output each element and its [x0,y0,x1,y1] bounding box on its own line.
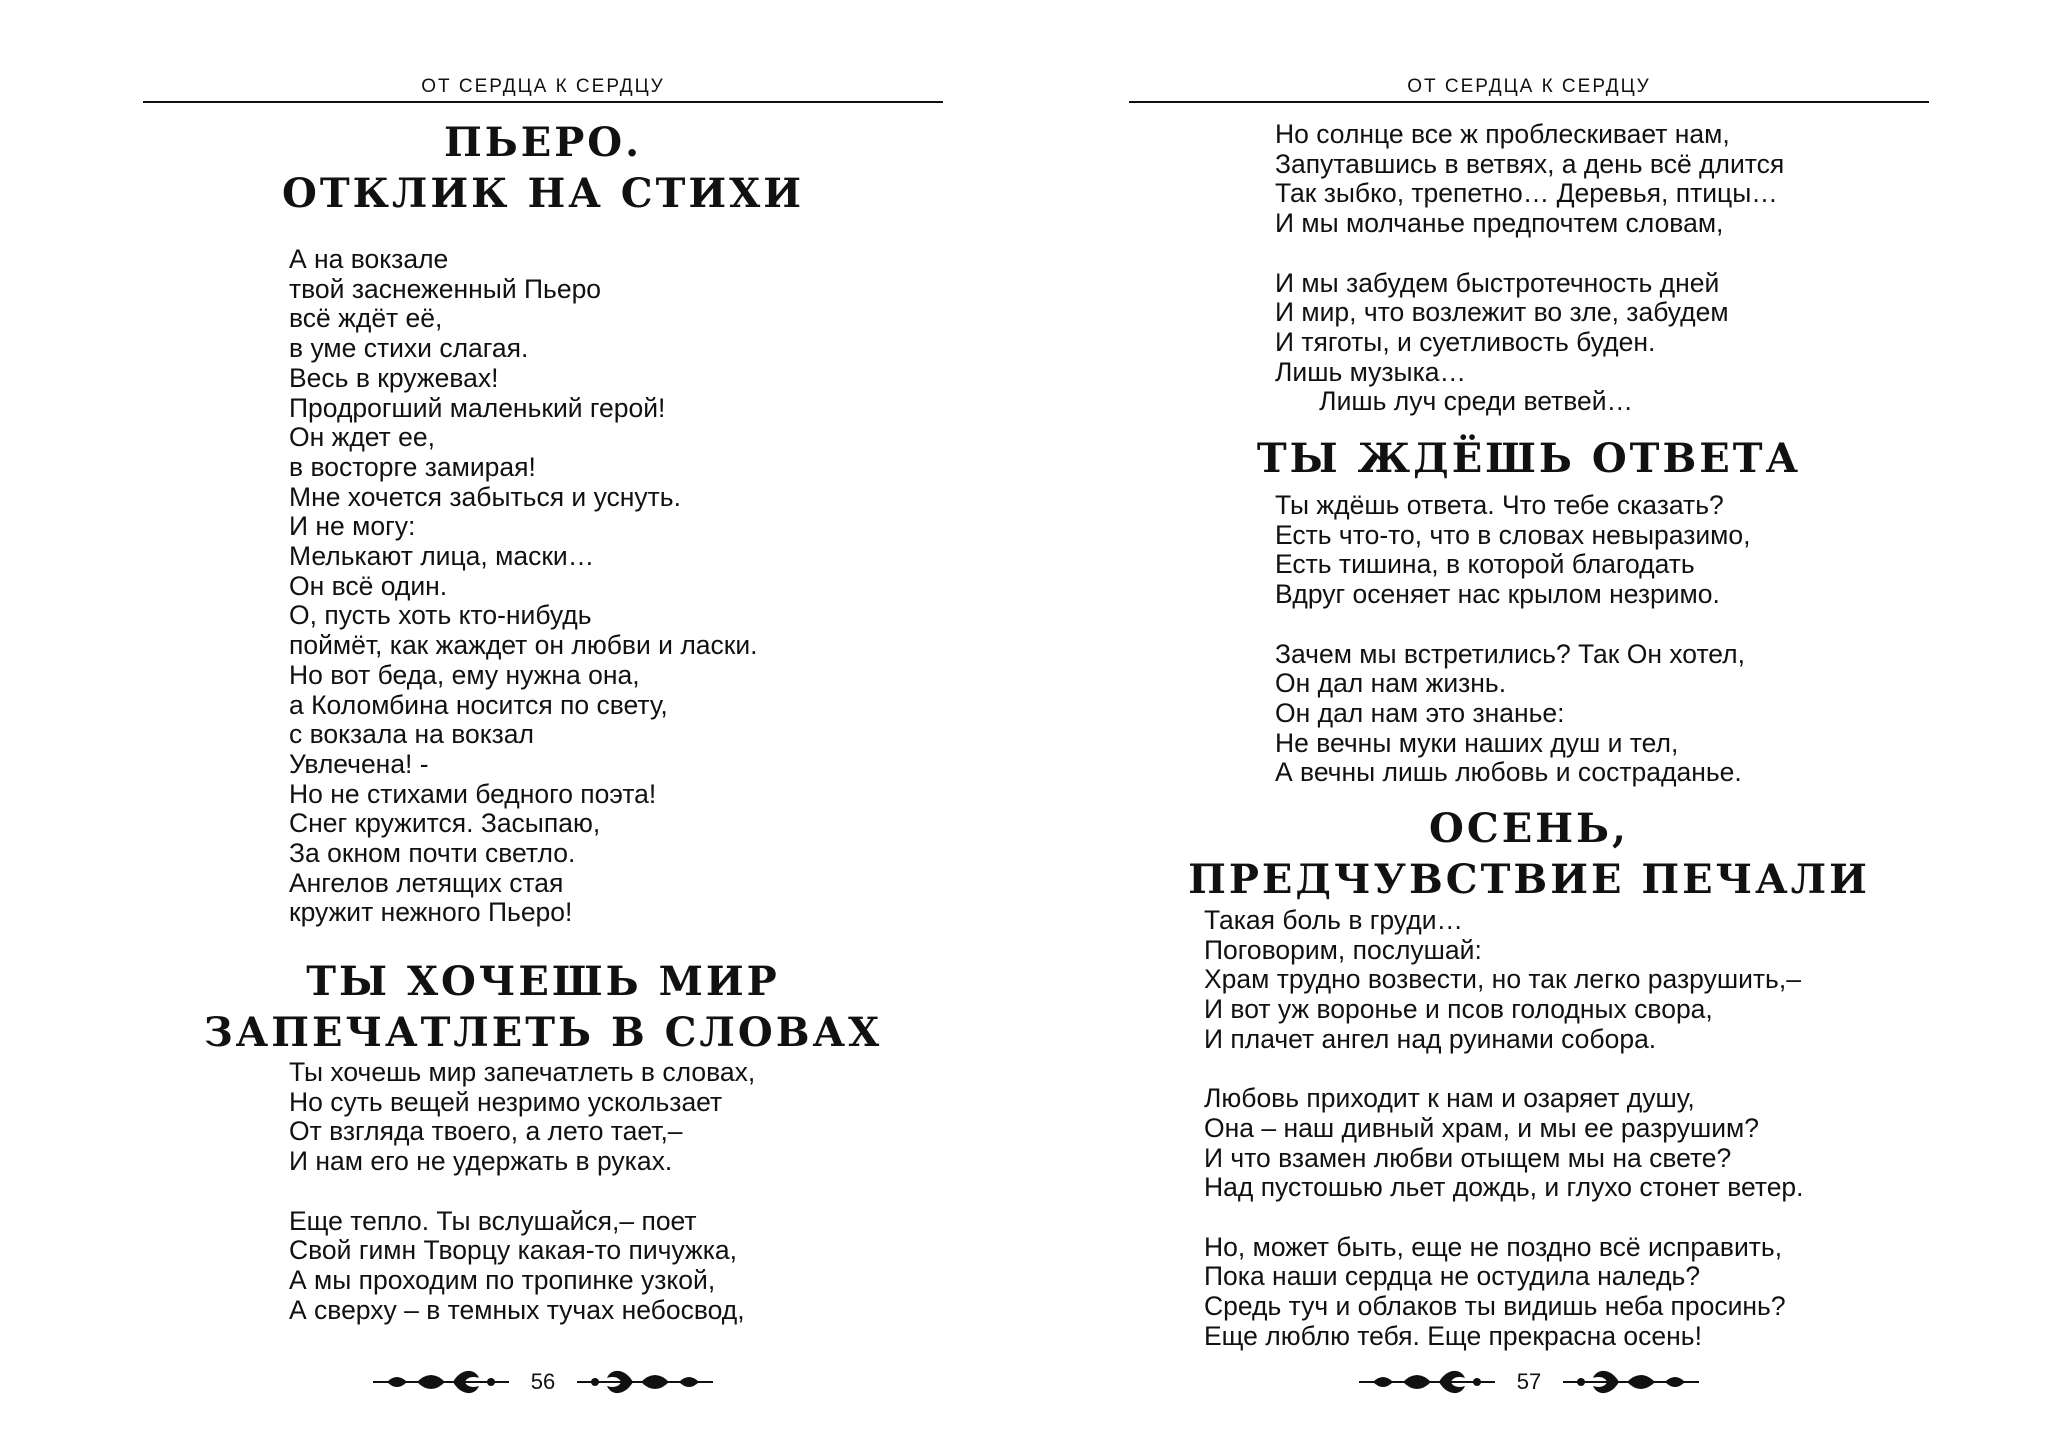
poem-line: Любовь приходит к нам и озаряет душу, [1204,1083,1695,1114]
poem-line: Лишь луч среди ветвей… [1275,386,1634,417]
header-rule [1129,101,1929,103]
poem-title-line: ОТКЛИК НА СТИХИ [282,170,804,217]
poem-line: Вдруг осеняет нас крылом незримо. [1275,579,1720,610]
stanza-break [1275,239,1784,269]
poem-line: От взгляда твоего, а лето тает,– [289,1116,683,1147]
poem-line: в уме стихи слагая. [289,333,529,364]
poem-line: И что взамен любви отыщем мы на свете? [1204,1142,1732,1173]
stanza-break [289,1177,755,1207]
poem-title-line: ПРЕДЧУВСТВИЕ ПЕЧАЛИ [1188,856,1870,903]
poem-line: Ангелов летящих стая [289,867,564,898]
poem-line: И плачет ангел над руинами собора. [1204,1023,1657,1054]
poem-line: с вокзала на вокзал [289,719,534,750]
ornament-left-icon [373,1365,513,1399]
poem-line: в восторге замирая! [289,451,536,482]
stanza-break [1204,1203,1804,1233]
page-footer [1129,1362,1929,1402]
poem-line: Весь в кружевах! [289,362,499,393]
poem-line: И мы молчанье предпочтем словам, [1275,208,1724,239]
poem-line: Но солнце все ж проблескивает нам, [1275,119,1730,149]
poem-line: Есть что-то, что в словах невыразимо, [1275,519,1751,550]
poem-line: Средь туч и облаков ты видишь неба просинь? [1204,1291,1786,1322]
poem-line: А на вокзале [289,244,449,274]
poem-line: всё ждёт её, [289,303,443,334]
poem-line: Запутавшись в ветвях, а день всё длится [1275,148,1785,179]
poem-line: Продрогший маленький герой! [289,392,666,423]
poem-line: И мир, что возлежит во зле, забудем [1275,297,1729,328]
ornament-left-icon [1359,1365,1499,1399]
poem-line: А мы проходим по тропинке узкой, [289,1264,716,1295]
poem-line: Увлечена! - [289,748,429,779]
poem-title-line: ПЬЕРО. [443,119,643,166]
poem-line: Мне хочется забыться и уснуть. [289,481,681,512]
page-footer [143,1362,943,1402]
stanza-break [1275,610,1750,640]
poem-line: а Коломбина носится по свету, [289,689,668,720]
poem-line: Еще тепло. Ты вслушайся,– поет [289,1205,697,1236]
poem-title-line: ТЫ ХОЧЕШЬ МИР [306,958,780,1005]
poem-body [1204,906,1804,1352]
poem-line: Ты хочешь мир запечатлеть в словах, [289,1057,756,1087]
poem-line: Поговорим, послушай: [1204,934,1482,965]
poem-line: Но вот беда, ему нужна она, [289,659,640,690]
poem-body [289,1058,755,1325]
poem-line: Свой гимн Творцу какая-то пичужка, [289,1235,738,1266]
poem-line: И нам его не удержать в руках. [289,1146,673,1177]
poem-body [289,245,758,928]
poem-line: И не могу: [289,511,416,542]
poem-title [143,117,943,219]
poem-line: Есть тишина, в которой благодать [1275,549,1695,580]
poem-line: Он ждет ее, [289,422,435,453]
poem-line: Она – наш дивный храм, и мы ее разрушим? [1204,1112,1759,1143]
poem-line: Но суть вещей незримо ускользает [289,1086,723,1117]
page-number: 56 [530,1369,556,1394]
poem-line: И мы забудем быстротечность дней [1275,267,1720,298]
ornament-right-icon [573,1365,713,1399]
poem-line: Так зыбко, трепетно… Деревья, птицы… [1275,178,1778,209]
poem-line: Он всё один. [289,570,448,601]
poem-line: Он дал нам жизнь. [1275,668,1507,699]
poem-line: Мелькают лица, маски… [289,541,595,572]
poem-line: Храм трудно возвести, но так легко разрушить,– [1204,964,1801,995]
poem-line: поймёт, как жаждет он любви и ласки. [289,630,758,661]
poem-line: Но, может быть, еще не поздно всё исправить, [1204,1231,1783,1262]
poem-body [1275,491,1750,788]
running-head: ОТ СЕРДЦА К СЕРДЦУ [1407,76,1651,97]
poem-line: Такая боль в груди… [1204,905,1464,935]
poem-line: А сверху – в темных тучах небосвод, [289,1294,745,1325]
header-rule [143,101,943,103]
poem-line: О, пусть хоть кто-нибудь [289,600,592,631]
poem-title-line: ТЫ ЖДЁШЬ ОТВЕТА [1256,435,1802,482]
running-head: ОТ СЕРДЦА К СЕРДЦУ [421,76,665,97]
poem-line: Над пустошью льет дождь, и глухо стонет ветер. [1204,1172,1804,1203]
poem-line: твой заснеженный Пьеро [289,273,602,304]
right-page [1029,0,2058,1454]
poem-line: За окном почти светло. [289,838,576,869]
poem-line: Зачем мы встретились? Так Он хотел, [1275,638,1745,669]
ornament-right-icon [1559,1365,1699,1399]
poem-line: кружит нежного Пьеро! [289,897,573,928]
poem-title-line: ЗАПЕЧАТЛЕТЬ В СЛОВАХ [203,1009,883,1056]
poem-line: Но не стихами бедного поэта! [289,778,657,809]
poem-title-line: ОСЕНЬ, [1429,805,1629,852]
poem-title [1129,433,1929,484]
poem-line: Не вечны муки наших душ и тел, [1275,727,1679,758]
poem-line: Снег кружится. Засыпаю, [289,808,601,839]
poem-body [1275,120,1784,417]
poem-line: И вот уж воронье и псов голодных свора, [1204,994,1713,1025]
poem-line: А вечны лишь любовь и состраданье. [1275,757,1742,788]
poem-title [143,956,943,1058]
page-number: 57 [1516,1369,1542,1394]
poem-line: Лишь музыка… [1275,356,1466,387]
poem-title [1129,803,1929,905]
poem-line: Ты ждёшь ответа. Что тебе сказать? [1275,490,1724,520]
poem-line: Еще люблю тебя. Еще прекрасна осень! [1204,1320,1702,1351]
poem-line: Он дал нам это знанье: [1275,697,1565,728]
poem-line: Пока наши сердца не остудила наледь? [1204,1261,1701,1292]
stanza-break [1204,1055,1804,1085]
poem-line: И тяготы, и суетливость буден. [1275,326,1656,357]
